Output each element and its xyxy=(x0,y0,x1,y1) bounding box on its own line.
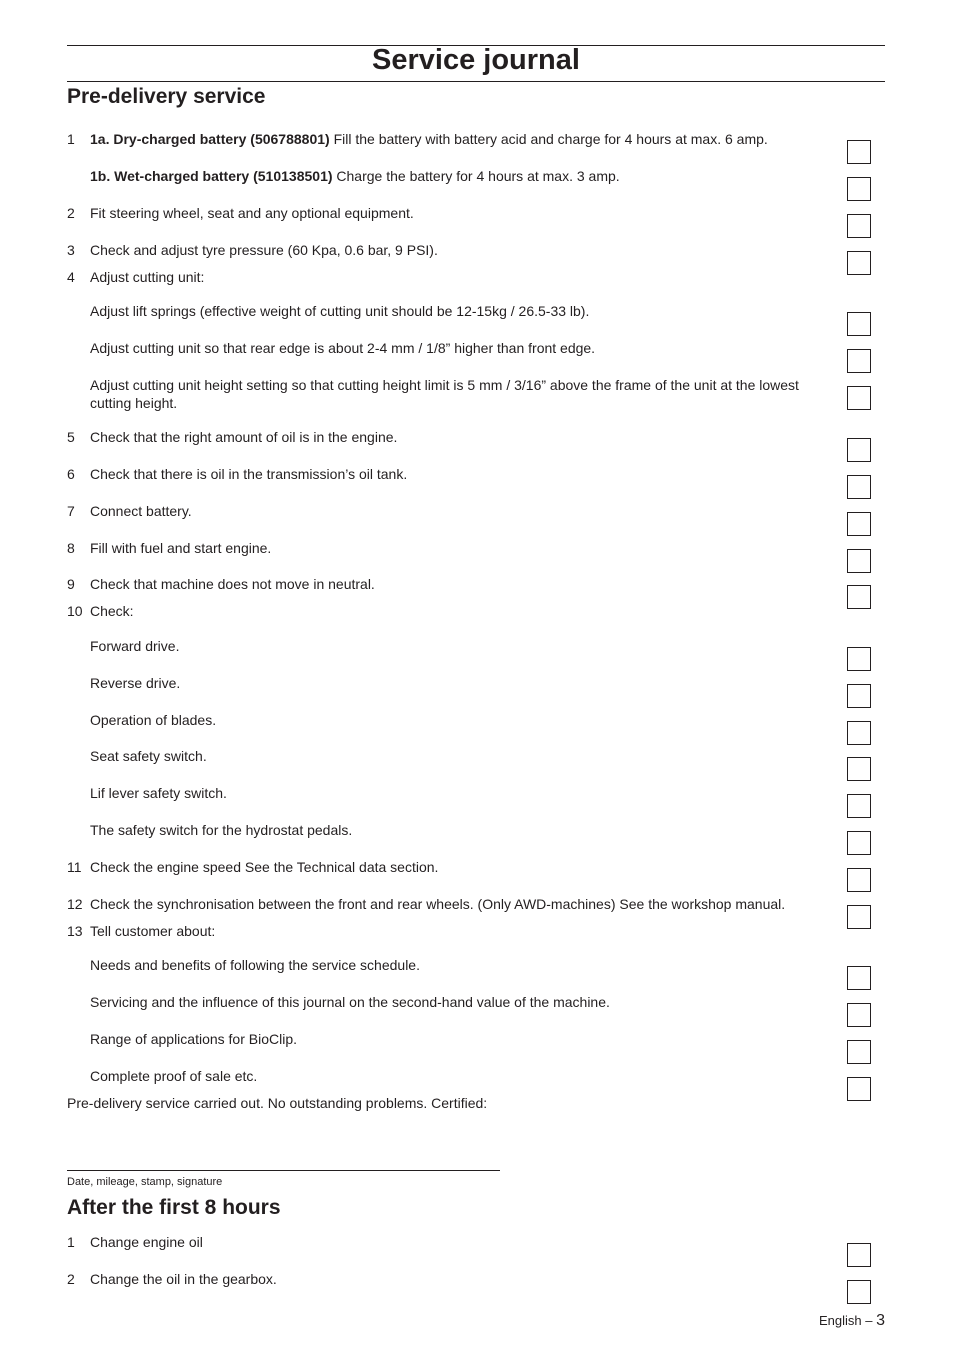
item-bold: 1b. Wet-charged battery (510138501) xyxy=(90,168,333,184)
item-number: 4 xyxy=(67,269,75,285)
item-text: Check the engine speed See the Technical data section. xyxy=(90,859,439,875)
item-number: 2 xyxy=(67,205,75,221)
item-text: Operation of blades. xyxy=(90,712,217,728)
checkbox[interactable] xyxy=(847,1040,871,1064)
page-footer xyxy=(819,1312,885,1330)
item-number: 10 xyxy=(67,603,83,619)
checkbox[interactable] xyxy=(847,549,871,573)
checkbox[interactable] xyxy=(847,1003,871,1027)
signature-line[interactable] xyxy=(67,1170,500,1171)
item-text: Adjust cutting unit: xyxy=(90,269,205,285)
item-text: Forward drive. xyxy=(90,638,180,654)
item-text xyxy=(90,167,830,185)
checkbox[interactable] xyxy=(847,684,871,708)
checkbox[interactable] xyxy=(847,1243,871,1267)
item-text: Range of applications for BioClip. xyxy=(90,1031,298,1047)
item-text: Needs and benefits of following the service schedule. xyxy=(90,957,420,973)
item-text xyxy=(90,130,830,148)
checkbox[interactable] xyxy=(847,647,871,671)
item-text: Change the oil in the gearbox. xyxy=(90,1271,277,1287)
checkbox[interactable] xyxy=(847,905,871,929)
checkbox[interactable] xyxy=(847,1077,871,1101)
checkbox[interactable] xyxy=(847,177,871,201)
item-text: Check the synchronisation between the front and rear wheels. (Only AWD-machines) See the workshop manual. xyxy=(90,896,786,912)
item-text: Servicing and the influence of this journal on the second-hand value of the machine. xyxy=(90,994,610,1010)
certified-text: Pre-delivery service carried out. No outstanding problems. Certified: xyxy=(67,1095,488,1111)
item-number: 8 xyxy=(67,540,75,556)
item-text: Check and adjust tyre pressure (60 Kpa, 0.6 bar, 9 PSI). xyxy=(90,242,438,258)
item-text: Lif lever safety switch. xyxy=(90,785,227,801)
item-text: Connect battery. xyxy=(90,503,192,519)
item-number: 1 xyxy=(67,1234,75,1250)
item-body: Charge the battery for 4 hours at max. 3 amp. xyxy=(332,168,620,184)
item-text: Complete proof of sale etc. xyxy=(90,1068,258,1084)
item-body: Fill the battery with battery acid and charge for 4 hours at max. 6 amp. xyxy=(329,131,768,147)
item-text: Adjust lift springs (effective weight of cutting unit should be 12-15kg / 26.5-33 lb). xyxy=(90,303,590,319)
item-text: Adjust cutting unit so that rear edge is about 2-4 mm / 1/8” higher than front edge. xyxy=(90,340,596,356)
item-text: The safety switch for the hydrostat pedals. xyxy=(90,822,353,838)
item-number: 7 xyxy=(67,503,75,519)
item-number: 11 xyxy=(67,859,82,875)
checkbox[interactable] xyxy=(847,438,871,462)
checkbox[interactable] xyxy=(847,831,871,855)
item-number: 13 xyxy=(67,923,83,939)
item-number: 9 xyxy=(67,576,75,592)
item-number: 12 xyxy=(67,896,83,912)
item-text: Check that there is oil in the transmission’s oil tank. xyxy=(90,466,408,482)
item-number: 5 xyxy=(67,429,75,445)
checkbox[interactable] xyxy=(847,475,871,499)
checkbox[interactable] xyxy=(847,312,871,336)
checkbox[interactable] xyxy=(847,140,871,164)
item-text: Tell customer about: xyxy=(90,923,216,939)
title-rule xyxy=(67,81,885,82)
predelivery-heading: Pre-delivery service xyxy=(67,85,266,108)
checkbox[interactable] xyxy=(847,512,871,536)
item-text: Adjust cutting unit height setting so that cutting height limit is 5 mm / 3/16” above the frame of the unit at the lowest cutting height. xyxy=(90,377,799,411)
checkbox[interactable] xyxy=(847,966,871,990)
item-text: Reverse drive. xyxy=(90,675,181,691)
footer-dash: – xyxy=(861,1313,877,1328)
checkbox[interactable] xyxy=(847,1280,871,1304)
checkbox[interactable] xyxy=(847,868,871,892)
item-bold: 1a. Dry-charged battery (506788801) xyxy=(90,131,330,147)
item-text: Check that machine does not move in neutral. xyxy=(90,576,375,592)
page-title: Service journal xyxy=(372,44,580,76)
item-text: Fit steering wheel, seat and any optional equipment. xyxy=(90,205,414,221)
checkbox[interactable] xyxy=(847,757,871,781)
checkbox[interactable] xyxy=(847,794,871,818)
item-text: Change engine oil xyxy=(90,1234,203,1250)
item-text: Seat safety switch. xyxy=(90,748,207,764)
item-number: 2 xyxy=(67,1271,75,1287)
page-number: 3 xyxy=(876,1312,885,1329)
checkbox[interactable] xyxy=(847,721,871,745)
item-number: 3 xyxy=(67,242,75,258)
checkbox[interactable] xyxy=(847,585,871,609)
item-text: Check: xyxy=(90,603,134,619)
checkbox[interactable] xyxy=(847,349,871,373)
checkbox[interactable] xyxy=(847,386,871,410)
item-text: Fill with fuel and start engine. xyxy=(90,540,272,556)
checkbox[interactable] xyxy=(847,251,871,275)
item-text: Check that the right amount of oil is in the engine. xyxy=(90,429,398,445)
item-number: 1 xyxy=(67,131,75,147)
after8-heading: After the first 8 hours xyxy=(67,1196,281,1219)
checkbox[interactable] xyxy=(847,214,871,238)
footer-language: English xyxy=(818,1313,862,1328)
item-number: 6 xyxy=(67,466,75,482)
signature-label: Date, mileage, stamp, signature xyxy=(67,1176,223,1188)
